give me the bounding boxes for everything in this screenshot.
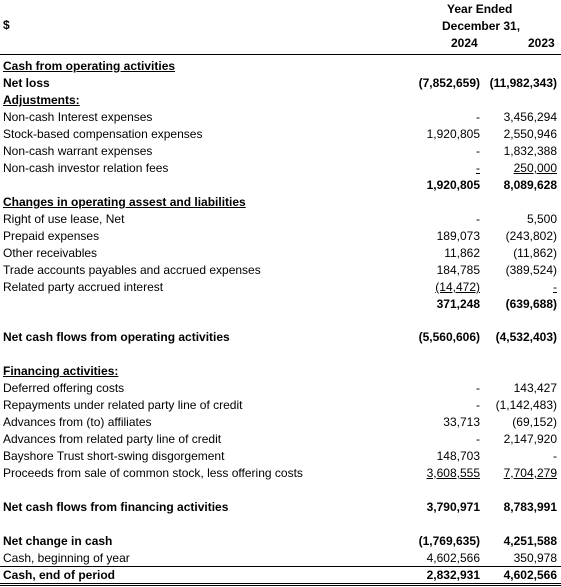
row-label: Cash, end of period: [3, 568, 116, 582]
row-label: Related party accrued interest: [3, 280, 164, 294]
value-2024: 3,790,971: [426, 500, 480, 514]
table-row: [0, 245, 561, 262]
value-2024: (14,472): [435, 280, 480, 294]
value-2024: 148,703: [436, 449, 480, 463]
table-row: [0, 448, 561, 465]
section-heading-financing: [0, 363, 561, 380]
row-label: Adjustments:: [3, 93, 80, 107]
value-2023: 4,602,566: [503, 568, 557, 582]
value-2023: (389,524): [505, 263, 557, 277]
table-row: [0, 465, 561, 482]
table-row: [0, 397, 561, 414]
value-2023: 2,550,946: [503, 127, 557, 141]
value-2023: 3,456,294: [503, 110, 557, 124]
table-row: [0, 126, 561, 143]
value-2024: (7,852,659): [418, 76, 480, 90]
value-2023: (11,982,343): [489, 76, 557, 90]
column-header-2023: 2023: [528, 36, 555, 50]
table-row: [0, 414, 561, 431]
value-2023: 8,783,991: [503, 500, 557, 514]
row-label: Other receivables: [3, 246, 98, 260]
value-2023: 7,704,279: [503, 466, 557, 480]
row-label: Net loss: [3, 76, 50, 90]
section-heading-adjustments: [0, 92, 561, 109]
row-label: Advances from related party line of credit: [3, 432, 222, 446]
section-heading-changes: [0, 194, 561, 211]
value-2023: 350,978: [513, 551, 557, 565]
value-2023: 1,832,388: [503, 144, 557, 158]
value-2024: 1,920,805: [426, 178, 480, 192]
double-underline-bottom: [0, 585, 561, 586]
row-label: Non-cash Interest expenses: [3, 110, 153, 124]
section-heading-operating: [0, 58, 561, 75]
row-label: Stock-based compensation expenses: [3, 127, 203, 141]
value-2023: (11,862): [513, 246, 557, 260]
value-2024: -: [476, 432, 480, 446]
table-row: [0, 431, 561, 448]
cash-beginning-row: [0, 550, 561, 567]
value-2024: -: [476, 398, 480, 412]
value-2023: (69,152): [512, 415, 557, 429]
value-2023: 2,147,920: [503, 432, 557, 446]
value-2023: (243,802): [505, 229, 557, 243]
value-2024: 371,248: [436, 297, 480, 311]
value-2024: -: [476, 161, 480, 175]
value-2024: 3,608,555: [426, 466, 480, 480]
subtotal-row-adjustments: [0, 177, 561, 194]
total-row-operating: [0, 329, 561, 346]
row-label: Prepaid expenses: [3, 229, 100, 243]
value-2024: 11,862: [444, 246, 480, 260]
value-2024: 184,785: [436, 263, 480, 277]
value-2024: -: [476, 144, 480, 158]
cash-end-row: [0, 567, 561, 584]
value-2024: (5,560,606): [418, 330, 480, 344]
value-2024: 189,073: [436, 229, 480, 243]
value-2023: -: [553, 449, 557, 463]
column-header-2024: 2024: [451, 36, 478, 50]
value-2024: 33,713: [443, 415, 480, 429]
value-2023: 5,500: [526, 212, 557, 226]
value-2024: -: [476, 212, 480, 226]
row-label: Bayshore Trust short-swing disgorgement: [3, 449, 225, 463]
net-change-row: [0, 533, 561, 550]
table-row: [0, 211, 561, 228]
row-label: Trade accounts payables and accrued expenses: [3, 263, 261, 277]
value-2024: -: [476, 381, 480, 395]
value-2023: (1,142,483): [495, 398, 557, 412]
table-row-net-loss: [0, 75, 561, 92]
row-label: Financing activities:: [3, 364, 119, 378]
row-label: Net change in cash: [3, 534, 113, 548]
row-label: Right of use lease, Net: [3, 212, 125, 226]
row-label: Non-cash warrant expenses: [3, 144, 153, 158]
table-row: [0, 262, 561, 279]
value-2023: (4,532,403): [495, 330, 557, 344]
row-label: Net cash flows from financing activities: [3, 500, 229, 514]
row-label: Proceeds from sale of common stock, less offering costs: [3, 466, 303, 480]
currency-symbol: $: [3, 18, 10, 32]
subtotal-row-changes: [0, 296, 561, 313]
value-2024: -: [476, 110, 480, 124]
value-2023: 250,000: [513, 161, 557, 175]
value-2023: (639,688): [505, 297, 557, 311]
total-row-financing: [0, 499, 561, 516]
row-label: Cash from operating activities: [3, 59, 176, 73]
row-label: Cash, beginning of year: [3, 551, 130, 565]
table-row: [0, 279, 561, 296]
row-label: Net cash flows from operating activities: [3, 330, 230, 344]
value-2024: 2,832,931: [426, 568, 480, 582]
value-2023: -: [553, 280, 557, 294]
table-row: [0, 228, 561, 245]
table-row: [0, 380, 561, 397]
year-ended-label: Year Ended: [447, 2, 513, 16]
row-label: Advances from (to) affiliates: [3, 415, 152, 429]
row-label: Deferred offering costs: [3, 381, 125, 395]
value-2024: 1,920,805: [426, 127, 480, 141]
row-label: Changes in operating assest and liabilities: [3, 195, 246, 209]
row-label: Non-cash investor relation fees: [3, 161, 169, 175]
row-label: Repayments under related party line of credit: [3, 398, 243, 412]
value-2024: 4,602,566: [426, 551, 480, 565]
value-2023: 4,251,588: [503, 534, 557, 548]
header-divider: [0, 54, 561, 55]
table-row: [0, 109, 561, 126]
double-underline-top: [0, 583, 561, 584]
table-row: [0, 160, 561, 177]
period-date-label: December 31,: [442, 19, 521, 33]
value-2023: 8,089,628: [503, 178, 557, 192]
table-row: [0, 143, 561, 160]
value-2024: (1,769,635): [418, 534, 480, 548]
value-2023: 143,427: [513, 381, 557, 395]
